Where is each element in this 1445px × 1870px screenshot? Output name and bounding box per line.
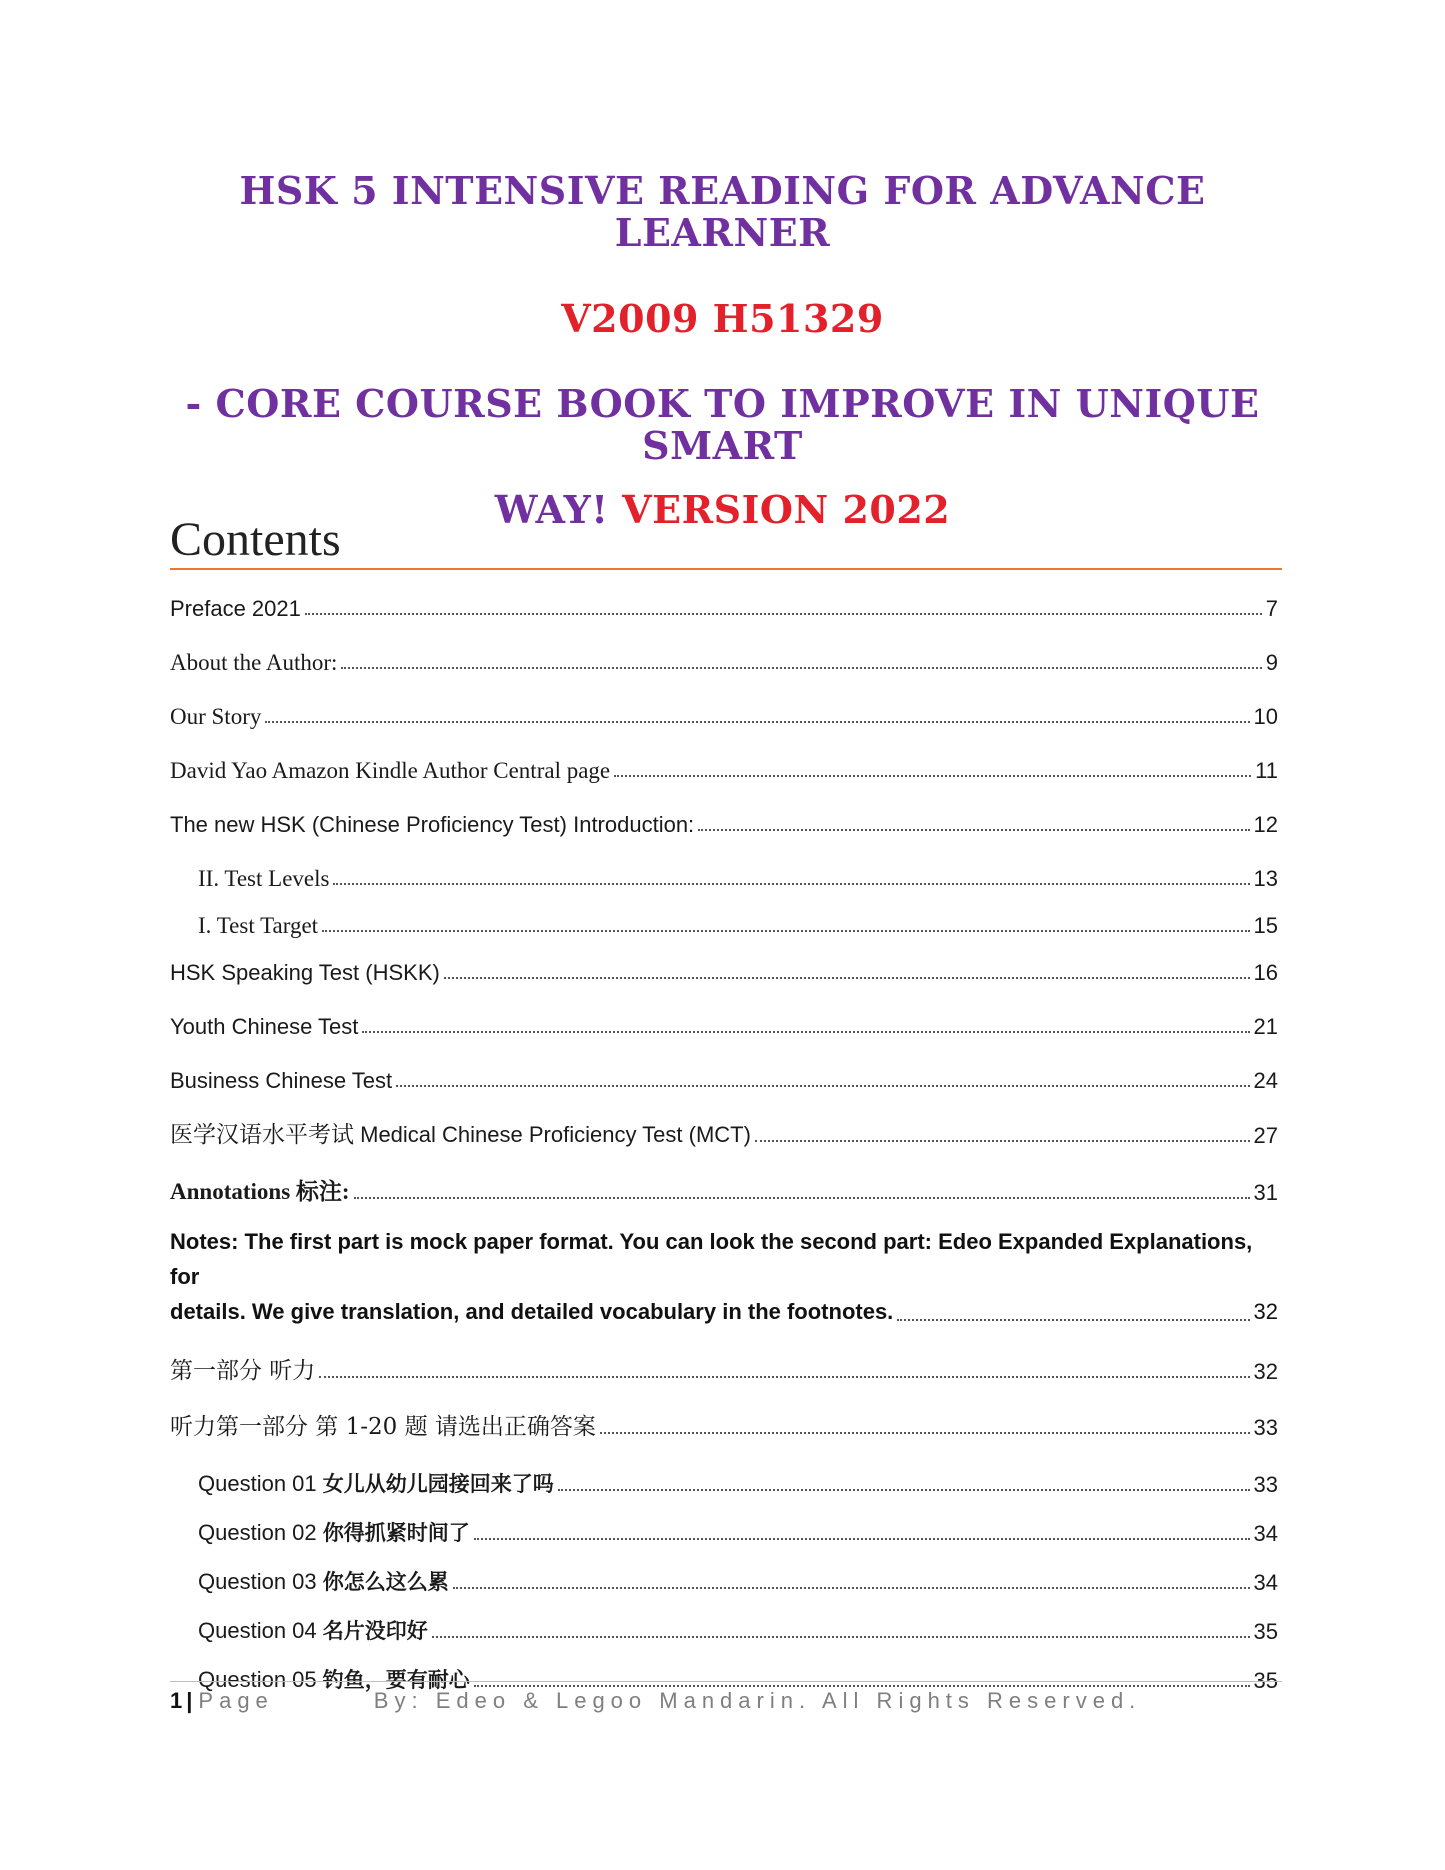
- toc-entry-label: Business Chinese Test: [170, 1068, 393, 1093]
- toc-entry-label: HSK Speaking Test (HSKK): [170, 960, 440, 985]
- toc-entry-label-en: Medical Chinese Proficiency Test (MCT): [360, 1122, 751, 1147]
- toc-entry-label: [170, 1116, 751, 1149]
- footer-credit: By: Edeo & Legoo Mandarin. All Rights Reserved.: [373, 1688, 1142, 1713]
- toc-entry-question-01[interactable]: [170, 1441, 1278, 1498]
- dot-leader: [396, 1085, 1249, 1087]
- toc-entry-page: 27: [1253, 1123, 1278, 1148]
- title-line-3: - CORE COURSE BOOK TO IMPROVE IN UNIQUE SMART: [185, 381, 1260, 469]
- dot-leader: [614, 775, 1251, 777]
- question-number: Question 01: [198, 1471, 317, 1496]
- book-title: [150, 170, 1295, 531]
- toc-entry-question-02[interactable]: [170, 1498, 1278, 1547]
- toc-entry-question-04[interactable]: [170, 1596, 1278, 1645]
- toc-entry-label: David Yao Amazon Kindle Author Central page: [170, 758, 611, 783]
- question-number: Question 05: [198, 1667, 317, 1692]
- toc-entry-preface[interactable]: [170, 580, 1278, 622]
- toc-entry-page: 16: [1253, 960, 1278, 985]
- question-title-cn: 你怎么这么累: [322, 1569, 449, 1594]
- dot-leader: [333, 883, 1249, 885]
- toc-entry-part-one-listening[interactable]: [170, 1329, 1278, 1385]
- toc-entry-annotations[interactable]: [170, 1149, 1278, 1206]
- toc-entry-label: 第一部分 听力: [170, 1358, 316, 1384]
- toc-entry-question-03[interactable]: [170, 1547, 1278, 1596]
- toc-entry-page: 11: [1255, 758, 1278, 783]
- toc-entry-label: [198, 1468, 554, 1498]
- toc-entry-hsk-introduction[interactable]: [170, 784, 1278, 838]
- toc-entry-page: 35: [1253, 1668, 1278, 1693]
- toc-entry-page: 15: [1253, 913, 1278, 938]
- toc-entry-label: 听力第一部分 第 1-20 题 请选出正确答案: [170, 1414, 596, 1440]
- toc-entry-label: About the Author:: [170, 650, 338, 675]
- contents-heading: Contents: [170, 513, 341, 566]
- toc-entry-label: Preface 2021: [170, 596, 301, 621]
- toc-entry-page: 34: [1253, 1570, 1278, 1595]
- toc-entry-page: 10: [1253, 704, 1278, 729]
- question-title-cn: 女儿从幼儿园接回来了吗: [322, 1471, 554, 1496]
- heading-divider: [170, 568, 1282, 570]
- notes-line-1: Notes: The first part is mock paper format. You can look the second part: Edeo Expanded Explanations, for: [170, 1229, 1253, 1289]
- toc-entry-page: 7: [1265, 596, 1278, 621]
- toc-entry-page: 34: [1253, 1521, 1278, 1546]
- title-version: VERSION 2022: [622, 486, 951, 532]
- toc-entry-page: 32: [1253, 1359, 1278, 1384]
- dot-leader: [698, 829, 1249, 831]
- notes-line-2: details. We give translation, and detailed vocabulary in the footnotes.: [170, 1299, 894, 1324]
- toc-entry-label: [198, 1566, 449, 1596]
- footer-page-word: Page: [198, 1688, 274, 1713]
- toc-entry-page: 9: [1265, 650, 1278, 675]
- table-of-contents: [170, 580, 1278, 1694]
- page-footer: [170, 1688, 1282, 1714]
- question-number: Question 02: [198, 1520, 317, 1545]
- toc-entry-page: 35: [1253, 1619, 1278, 1644]
- footer-separator: |: [186, 1688, 193, 1713]
- toc-entry-kindle-page[interactable]: [170, 730, 1278, 784]
- toc-entry-business-chinese-test[interactable]: [170, 1040, 1278, 1094]
- question-number: Question 03: [198, 1569, 317, 1594]
- title-line-2: V2009 H51329: [561, 295, 884, 341]
- dot-leader: [444, 977, 1250, 979]
- dot-leader: [453, 1587, 1250, 1589]
- toc-entry-page: 12: [1253, 812, 1278, 837]
- toc-entry-label: Our Story: [170, 704, 262, 729]
- toc-entry-label: Youth Chinese Test: [170, 1014, 359, 1039]
- dot-leader: [354, 1197, 1250, 1199]
- toc-entry-label: I. Test Target: [198, 913, 319, 938]
- toc-entry-page: 31: [1253, 1180, 1278, 1205]
- toc-entry-test-levels[interactable]: [170, 838, 1278, 892]
- notes-line-2-row: [170, 1294, 1278, 1329]
- dot-leader: [341, 667, 1261, 669]
- toc-entry-label: [198, 1517, 470, 1547]
- title-line-1: HSK 5 INTENSIVE READING FOR ADVANCE LEARNER: [239, 168, 1206, 255]
- question-title-cn: 钓鱼，要有耐心: [322, 1667, 470, 1692]
- toc-entry-page: 13: [1253, 866, 1278, 891]
- toc-entry-label-cn: 医学汉语水平考试: [170, 1122, 354, 1148]
- toc-entry-mct[interactable]: [170, 1094, 1278, 1149]
- question-number: Question 04: [198, 1618, 317, 1643]
- dot-leader: [432, 1636, 1250, 1638]
- footer-page-number: 1: [170, 1688, 183, 1713]
- toc-entry-label: The new HSK (Chinese Proficiency Test) Introduction:: [170, 812, 695, 837]
- question-title-cn: 你得抓紧时间了: [322, 1520, 470, 1545]
- dot-leader: [474, 1538, 1250, 1540]
- toc-entry-page: 33: [1253, 1415, 1278, 1440]
- dot-leader: [474, 1685, 1250, 1687]
- toc-entry-page: 32: [1253, 1299, 1278, 1324]
- dot-leader: [362, 1031, 1249, 1033]
- title-way: WAY!: [494, 486, 609, 532]
- toc-entry-label: Annotations 标注:: [170, 1179, 350, 1204]
- dot-leader: [600, 1432, 1250, 1434]
- dot-leader: [319, 1376, 1249, 1378]
- toc-entry-about-author[interactable]: [170, 622, 1278, 676]
- question-title-cn: 名片没印好: [322, 1618, 428, 1643]
- toc-entry-notes[interactable]: [170, 1206, 1278, 1329]
- dot-leader: [897, 1319, 1249, 1321]
- toc-entry-page: 21: [1253, 1014, 1278, 1039]
- dot-leader: [322, 930, 1249, 932]
- toc-entry-hskk[interactable]: [170, 939, 1278, 986]
- dot-leader: [755, 1140, 1250, 1142]
- toc-entry-label: [198, 1615, 428, 1645]
- toc-entry-listening-section-one[interactable]: [170, 1385, 1278, 1441]
- toc-entry-page: 24: [1253, 1068, 1278, 1093]
- dot-leader: [265, 721, 1249, 723]
- dot-leader: [558, 1489, 1250, 1491]
- dot-leader: [305, 613, 1262, 615]
- toc-entry-page: 33: [1253, 1472, 1278, 1497]
- toc-entry-question-05[interactable]: [170, 1645, 1278, 1694]
- toc-entry-label: II. Test Levels: [198, 866, 330, 891]
- footer-divider: [170, 1681, 1282, 1682]
- toc-entry-test-target[interactable]: [170, 892, 1278, 939]
- toc-entry-youth-chinese-test[interactable]: [170, 986, 1278, 1040]
- toc-entry-our-story[interactable]: [170, 676, 1278, 730]
